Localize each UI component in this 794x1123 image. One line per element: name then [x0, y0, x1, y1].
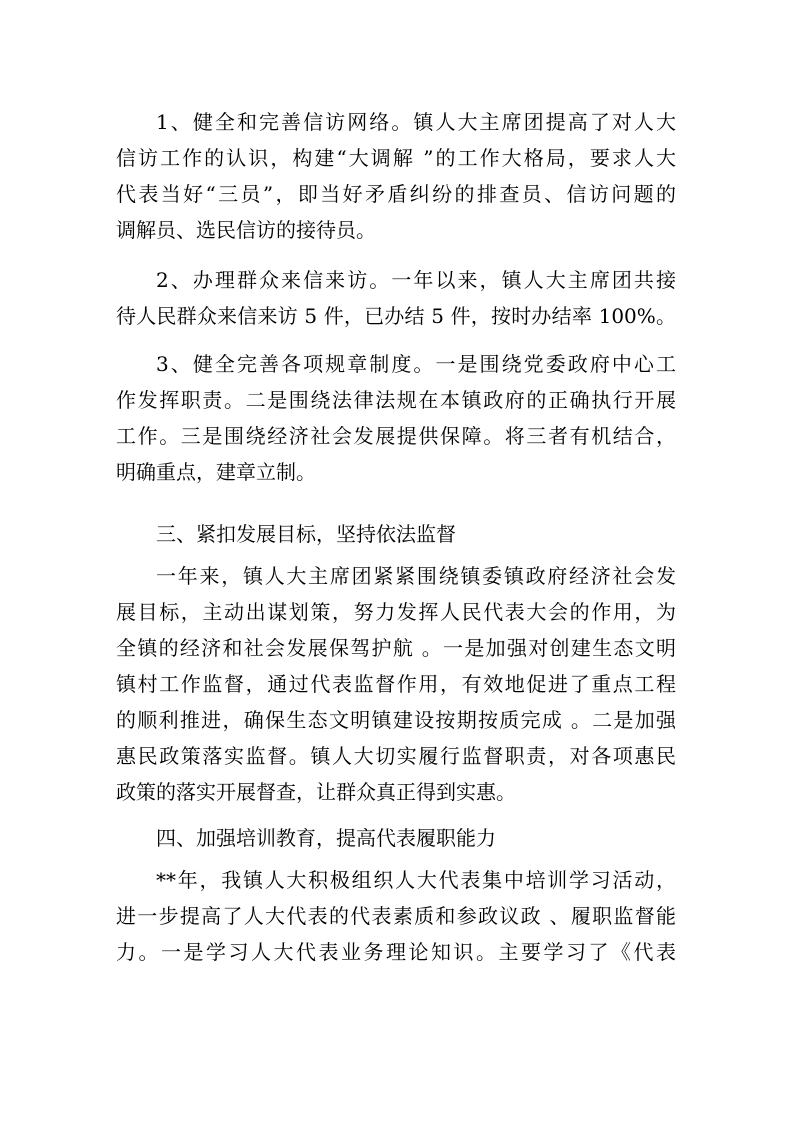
text-line: 1、健全和完善信访网络。镇人大主席团提高了对人大	[156, 110, 676, 134]
text-line: 2、办理群众来信来访。一年以来，镇人大主席团共接	[156, 268, 676, 292]
text-line: 进一步提高了人大代表的代表素质和参政议政 、履职监督能	[116, 904, 676, 928]
text-line: **年，我镇人大积极组织人大代表集中培训学习活动，	[156, 868, 676, 892]
text-line: 信访工作的认识，构建“大调解 ”的工作大格局，要求人大	[116, 146, 676, 170]
section-heading-3	[116, 516, 676, 552]
text-line: 镇村工作监督，通过代表监督作用，有效地促进了重点工程	[116, 672, 676, 696]
text-line: 代表当好“三员”，即当好矛盾纠纷的排查员、信访问题的	[116, 182, 676, 206]
paragraph-5	[116, 558, 676, 810]
text-line: 的顺利推进，确保生态文明镇建设按期按质完成 。二是加强	[116, 708, 676, 732]
text-line: 全镇的经济和社会发展保驾护航 。一是加强对创建生态文明	[116, 636, 676, 660]
text-line: 作发挥职责。二是围绕法律法规在本镇政府的正确执行开展	[116, 388, 676, 412]
section-heading-4	[116, 820, 676, 856]
text-line: 明确重点，建章立制。	[116, 460, 316, 484]
text-line: 一年来，镇人大主席团紧紧围绕镇委镇政府经济社会发	[156, 564, 676, 588]
text-line: 政策的落实开展督查，让群众真正得到实惠。	[116, 780, 516, 804]
text-line: 惠民政策落实监督。镇人大切实履行监督职责，对各项惠民	[116, 744, 676, 768]
paragraph-7	[116, 862, 676, 970]
text-line: 调解员、选民信访的接待员。	[116, 218, 376, 242]
text-line: 力。一是学习人大代表业务理论知识。主要学习了《代表	[116, 940, 676, 964]
section-heading: 四、加强培训教育，提高代表履职能力	[156, 826, 496, 850]
paragraph-1	[116, 104, 676, 248]
text-line: 待人民群众来信来访 5 件，已办结 5 件，按时办结率 100%。	[116, 304, 676, 328]
text-line: 工作。三是围绕经济社会发展提供保障。将三者有机结合，	[116, 424, 676, 448]
paragraph-3	[116, 346, 676, 490]
paragraph-2	[116, 262, 676, 334]
section-heading: 三、紧扣发展目标，坚持依法监督	[156, 522, 456, 546]
text-line: 展目标，主动出谋划策，努力发挥人民代表大会的作用，为	[116, 600, 676, 624]
text-line: 3、健全完善各项规章制度。一是围绕党委政府中心工	[156, 352, 676, 376]
